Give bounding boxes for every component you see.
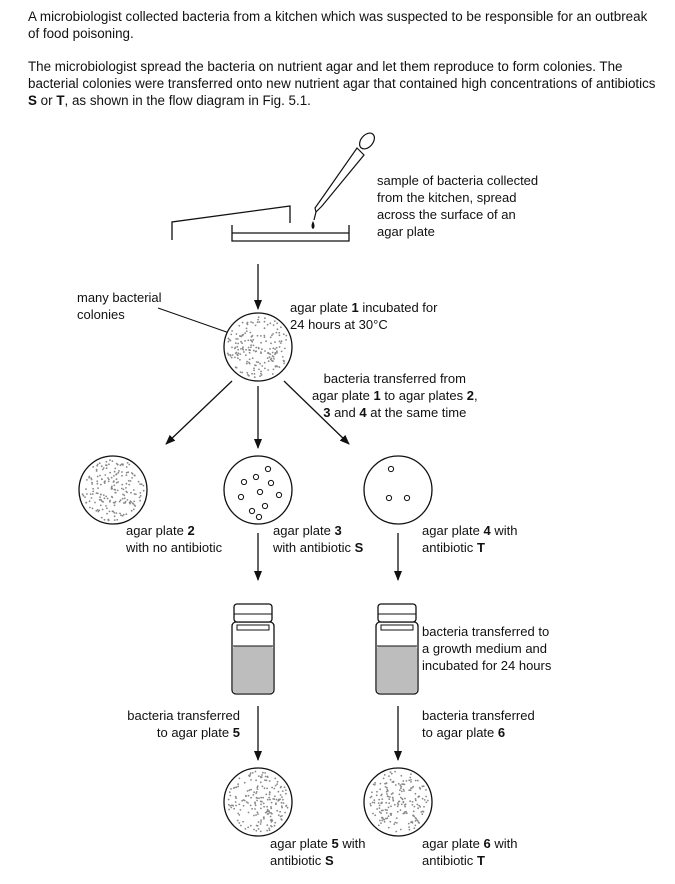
label-transfer-to-6: bacteria transferred to agar plate 6 — [422, 708, 535, 740]
label-sample: sample of bacteria collected from the kitchen, spread across the surface of an agar plate — [377, 173, 539, 239]
label-plate-5: agar plate 5 with antibiotic S — [270, 836, 366, 868]
agar-plate-1 — [224, 313, 292, 381]
growth-medium-vial-t — [376, 604, 418, 694]
label-plate-6: agar plate 6 with antibiotic T — [422, 836, 518, 868]
petri-dish-lid — [172, 206, 290, 240]
pipette-icon — [314, 130, 377, 220]
agar-plate-4 — [364, 456, 432, 524]
intro-paragraph-2: The microbiologist spread the bacteria on nutrient agar and let them reproduce to form colonies. The bacterial colonies were transferred onto new nutrient agar that contained high concentrations of antibiotics S or T, as shown in the flow diagram in Fig. 5.1. — [28, 59, 656, 108]
label-plate-1: agar plate 1 incubated for 24 hours at 30°C — [290, 300, 438, 332]
agar-plate-2 — [79, 456, 147, 524]
label-growth-medium: bacteria transferred to a growth medium and incubated for 24 hours — [422, 624, 552, 673]
petri-dish-base — [232, 225, 349, 241]
label-transfer-to-5: bacteria transferred to agar plate 5 — [127, 708, 240, 740]
label-plate-3: agar plate 3 with antibiotic S — [273, 523, 364, 555]
label-plate-2: agar plate 2 with no antibiotic — [126, 523, 223, 555]
label-plate-4: agar plate 4 with antibiotic T — [422, 523, 518, 555]
growth-medium-vial-s — [232, 604, 274, 694]
arrow-to-plate-2 — [166, 381, 232, 444]
label-many-colonies: many bacterial colonies — [77, 290, 162, 322]
label-transfer: bacteria transferred from agar plate 1 to agar plates 2, 3 and 4 at the same time — [312, 371, 478, 420]
colonies-pointer-line — [158, 308, 238, 336]
droplet-icon — [312, 221, 315, 229]
intro-paragraph-1: A microbiologist collected bacteria from a kitchen which was suspected to be responsible for an outbreak of food poisoning. — [28, 9, 648, 41]
